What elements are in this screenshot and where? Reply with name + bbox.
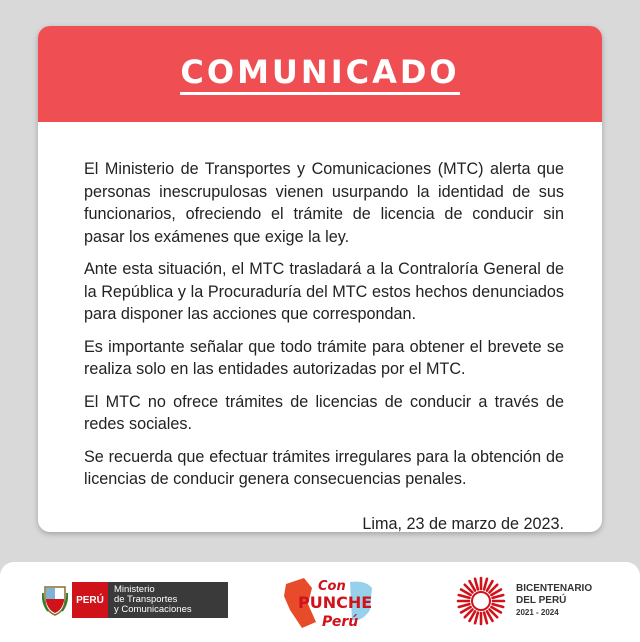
punche-line-2: PUNCHE xyxy=(298,593,373,612)
card-header xyxy=(38,26,602,122)
bicentennial-line-2: DEL PERÚ xyxy=(516,595,567,606)
emblem-ray xyxy=(484,613,487,624)
coat-of-arms-icon xyxy=(42,583,68,617)
emblem-ray xyxy=(493,595,504,598)
bicentennial-years: 2021 - 2024 xyxy=(516,608,559,617)
ministry-line-3: y Comunicaciones xyxy=(114,604,192,615)
ministry-line-2: de Transportes xyxy=(114,594,178,605)
paragraph-3: Es importante señalar que todo trámite para obtener el brevete se realiza solo en las entidades autorizadas por el MTC. xyxy=(84,337,564,378)
punche-line-3: Perú xyxy=(322,614,359,630)
ministry-name xyxy=(108,582,228,618)
peru-label: PERÚ xyxy=(72,582,108,618)
con-punche-peru-logo xyxy=(278,570,378,634)
announcement-card xyxy=(38,26,602,532)
paragraph-1: El Ministerio de Transportes y Comunicaciones (MTC) alerta que personas inescrupulosas vienen usurpando la identidad de sus funcionarios, ofreciendo el trámite de licencia de conducir sin pasar los exámenes que exige la ley. xyxy=(84,160,564,246)
paragraph-5: Se recuerda que efectuar trámites irregulares para la obtención de licencias de conducir genera consecuencias penales. xyxy=(84,447,564,488)
emblem-ray xyxy=(459,604,470,607)
bicentennial-emblem-icon xyxy=(456,576,506,626)
bicentennial-logo xyxy=(456,576,592,626)
card-body xyxy=(38,122,602,532)
ministry-line-1: Ministerio xyxy=(114,584,155,595)
bicentennial-text xyxy=(516,583,592,619)
mtc-logo xyxy=(42,582,228,618)
paragraph-4: El MTC no ofrece trámites de licencias de conducir a través de redes sociales. xyxy=(84,392,564,433)
date-line: Lima, 23 de marzo de 2023. xyxy=(362,514,564,532)
punche-line-1: Con xyxy=(318,579,346,594)
card-title: COMUNICADO xyxy=(180,54,459,95)
footer-logo-bar xyxy=(0,562,640,642)
paragraph-2: Ante esta situación, el MTC trasladará a la Contraloría General de la República y la Procuraduría del MTC estos hechos denunciados para disponer las acciones que correspondan. xyxy=(84,260,564,323)
emblem-ray xyxy=(475,579,478,590)
emblem-ray xyxy=(459,595,470,598)
emblem-ray xyxy=(493,604,504,607)
emblem-ray xyxy=(475,613,478,624)
emblem-ray xyxy=(484,579,487,590)
bicentennial-line-1: BICENTENARIO xyxy=(516,583,593,594)
